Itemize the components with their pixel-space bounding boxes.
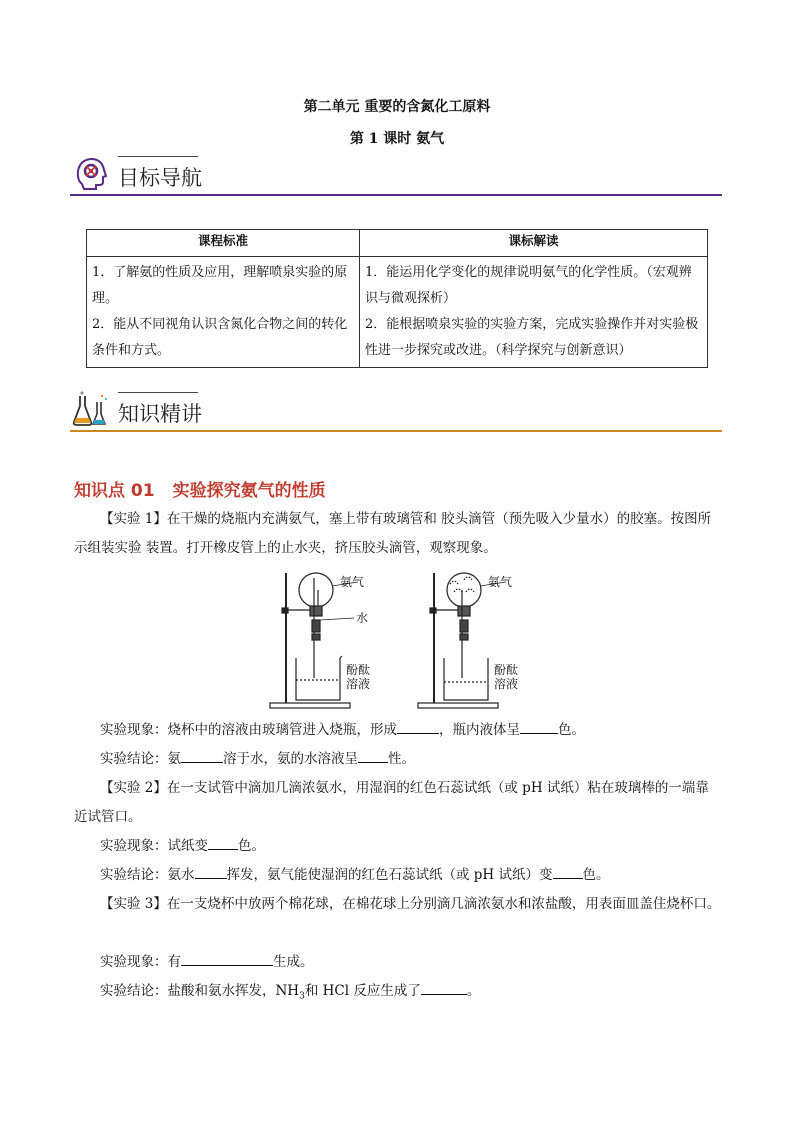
blank-line[interactable] [195,864,227,879]
interpretation-item-2: 2．能根据喷泉实验的实验方案，完成实验操作并对实验极性进一步探究或改进。（科学探究与创新意识） [365,317,699,358]
standards-table [86,229,708,368]
blank-line[interactable] [208,835,238,850]
experiment2-description: 【实验 2】在一支试管中滴加几滴浓氨水，用湿润的红色石蕊试纸（或 pH 试纸）粘在玻璃棒的一端靠近试管口。 [74,780,709,825]
standard-item-1: 1．了解氨的性质及应用，理解喷泉实验的原理。 [92,265,348,306]
label-solution-right-1: 酚酞 [494,663,519,677]
standards-right-cell [360,257,708,368]
blank-line[interactable] [181,748,223,763]
blank-line[interactable] [421,980,467,995]
table-header-standard: 课程标准 [87,230,360,257]
knowledge-point-title [74,476,344,501]
label-gas-right: 氨气 [488,575,513,589]
apparatus-after [418,573,506,708]
label-solution-left-1: 酚酞 [346,663,371,677]
standards-left-cell [87,257,360,368]
experiment3-conclusion: 实验结论：盐酸和氨水挥发，$NH_3$和 HCl 反应生成了 。 [74,977,722,1012]
flask-icon [72,390,110,428]
experiment2-conclusion: 实验结论：氨水 挥发，氨气能使湿润的红色石蕊试纸（或 pH 试纸）变 色。 [74,861,722,890]
standard-item-2: 2．能从不同视角认识含氮化合物之间的转化条件和方式。 [92,317,348,358]
section-knowledge-label: 知识精讲 [118,402,202,426]
knowledge-point-name: 实验探究氨气的性质 [172,481,326,501]
experiment3-description: 【实验 3】在一支烧杯中放两个棉花球，在棉花球上分别滴几滴浓氨水和浓盐酸，用表面皿盖住烧杯口。 [100,896,721,912]
section-goals-header [70,156,722,196]
blank-line[interactable] [181,951,273,966]
experiment2-phenomenon: 实验现象：试纸变 色。 [74,832,722,861]
label-water: 水 [356,611,369,625]
experiment3-phenomenon: 实验现象：有 生成。 [74,948,722,977]
experiment1-conclusion: 实验结论：氨 溶于水，氨的水溶液呈 性。 [74,745,722,774]
table-header-interpretation: 课标解读 [360,230,708,257]
head-gear-icon [72,154,110,192]
section-goals-label: 目标导航 [118,166,202,190]
label-gas-left: 氨气 [340,575,365,589]
unit-title: 第二单元 重要的含氮化工原料 [303,99,491,115]
blank-line[interactable] [358,748,388,763]
label-solution-right-2: 溶液 [494,677,519,691]
label-solution-left-2: 溶液 [346,677,371,691]
knowledge-point-number: 知识点 01 [74,481,155,501]
section-knowledge-header [70,392,722,432]
lesson-title: 第 1 课时 氨气 [349,131,445,147]
experiment1-phenomenon: 实验现象：烧杯中的溶液由玻璃管进入烧瓶，形成 ，瓶内液体呈 色。 [74,716,722,745]
blank-line[interactable] [397,719,439,734]
interpretation-item-1: 1．能运用化学变化的规律说明氨气的化学性质。（宏观辨识与微观探析） [365,265,692,306]
apparatus-before [270,573,358,708]
experiment1-description: 【实验 1】在干燥的烧瓶内充满氨气，塞上带有玻璃管和 胶头滴管（预先吸入少量水）的胶塞。按图所示组装实验 装置。打开橡皮管上的止水夹，挤压胶头滴管，观察现象。 [74,511,712,556]
fountain-experiment-figure [268,570,526,710]
blank-line[interactable] [520,719,558,734]
blank-line[interactable] [553,864,583,879]
